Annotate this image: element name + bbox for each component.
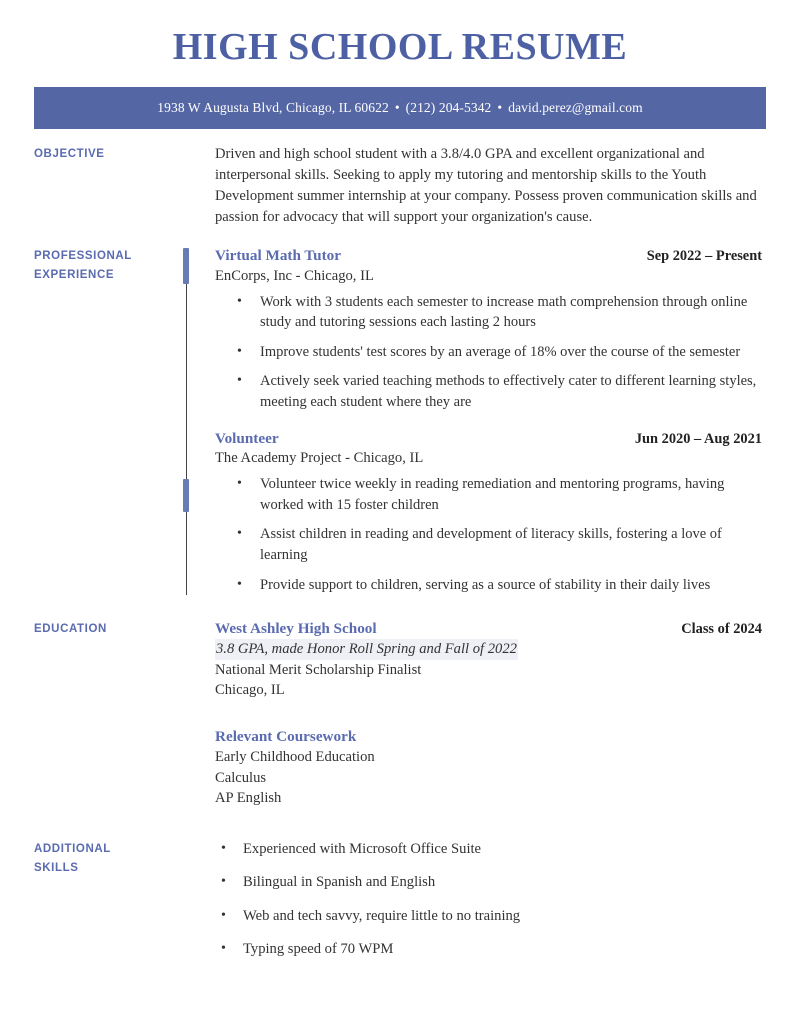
- education-group: [215, 619, 766, 701]
- bullet-dot-icon: •: [237, 343, 242, 359]
- section-label-skills-line2: SKILLS: [34, 862, 79, 874]
- education-group-title: Relevant Coursework: [215, 728, 357, 746]
- experience-bullet-list: [215, 474, 766, 595]
- bullet-dot-icon: •: [237, 526, 242, 542]
- education-line-row: [215, 680, 766, 701]
- contact-separator-1: •: [394, 100, 400, 115]
- section-label-objective: OBJECTIVE: [34, 148, 105, 160]
- experience-entry-head: [215, 429, 766, 449]
- education-highlight-line: 3.8 GPA, made Honor Roll Spring and Fall of 2022: [215, 639, 518, 660]
- skill-item-text: Web and tech savvy, require little to no training: [243, 907, 521, 924]
- section-label-skills-line1: ADDITIONAL: [34, 843, 111, 856]
- bullet-dot-icon: •: [221, 841, 226, 857]
- skills-section: [34, 839, 766, 973]
- skill-item: [215, 839, 766, 859]
- contact-email[interactable]: david.perez@gmail.com: [508, 100, 643, 115]
- bullet-dot-icon: •: [221, 874, 226, 890]
- experience-bullet-text: Work with 3 students each semester to increase math comprehension through online study and tutoring sessions each lasting 2 hours: [260, 293, 748, 331]
- section-label-experience-line2: EXPERIENCE: [34, 268, 115, 281]
- experience-entry-head: [215, 246, 766, 266]
- bullet-dot-icon: •: [237, 476, 242, 492]
- education-line-row: [215, 747, 766, 768]
- education-group: [215, 727, 766, 809]
- experience-bullet-item: [215, 371, 766, 412]
- education-line: Calculus: [215, 769, 267, 786]
- skills-body: [180, 839, 766, 973]
- skill-item: [215, 872, 766, 892]
- experience-bullet-item: [215, 292, 766, 333]
- experience-bullet-item: [215, 342, 766, 363]
- experience-section: [34, 246, 766, 595]
- education-group-title: West Ashley High School: [215, 620, 377, 638]
- contact-separator-2: •: [497, 100, 503, 115]
- experience-entry-title: Virtual Math Tutor: [215, 247, 342, 264]
- experience-entry-title: Volunteer: [215, 429, 279, 447]
- education-group-head: [215, 727, 766, 747]
- experience-bullet-text: Assist children in reading and development of literacy skills, fostering a love of learning: [260, 526, 722, 564]
- skill-item-text: Experienced with Microsoft Office Suite: [243, 841, 482, 858]
- education-group-head: [215, 619, 766, 639]
- experience-entries: [180, 246, 766, 595]
- section-label-education: EDUCATION: [34, 623, 107, 636]
- education-group-date: Class of 2024: [681, 621, 762, 638]
- contact-phone: (212) 204-5342: [405, 100, 492, 115]
- experience-bullet-item: [215, 575, 766, 596]
- page-title: HIGH SCHOOL RESUME: [172, 26, 628, 68]
- education-groups: [180, 619, 766, 809]
- experience-entry: [215, 429, 766, 596]
- section-label-experience-line1: PROFESSIONAL: [34, 250, 132, 262]
- bullet-dot-icon: •: [237, 576, 242, 592]
- education-line-row: [215, 768, 766, 789]
- education-line-row: [215, 788, 766, 809]
- education-line: Chicago, IL: [215, 682, 285, 699]
- objective-body: [180, 144, 766, 228]
- education-line: National Merit Scholarship Finalist: [215, 661, 422, 678]
- contact-line: [157, 100, 642, 116]
- education-line-row: [215, 660, 766, 681]
- bullet-dot-icon: •: [237, 293, 242, 309]
- section-label-experience: [34, 246, 180, 595]
- experience-bullet-text: Actively seek varied teaching methods to effectively cater to different learning styles, meeting each student where they are: [260, 373, 757, 411]
- experience-bullet-item: [215, 474, 766, 515]
- bullet-dot-icon: •: [237, 373, 242, 389]
- experience-entry-organization: The Academy Project - Chicago, IL: [215, 450, 424, 467]
- contact-address: 1938 W Augusta Blvd, Chicago, IL 60622: [157, 100, 389, 115]
- bullet-dot-icon: •: [221, 907, 226, 923]
- experience-entry-organization: EnCorps, Inc - Chicago, IL: [215, 267, 374, 284]
- education-line-row: [215, 639, 766, 660]
- experience-bullet-text: Improve students' test scores by an average of 18% over the course of the semester: [260, 343, 741, 360]
- bullet-dot-icon: •: [221, 941, 226, 957]
- education-section: [34, 619, 766, 809]
- skill-item-text: Bilingual in Spanish and English: [243, 874, 436, 891]
- experience-bullet-list: [215, 292, 766, 413]
- skill-item-text: Typing speed of 70 WPM: [243, 941, 394, 958]
- skill-item: [215, 906, 766, 926]
- experience-bullet-text: Provide support to children, serving as a source of stability in their daily lives: [260, 576, 711, 593]
- experience-bullet-text: Volunteer twice weekly in reading remediation and mentoring programs, having worked with 15 foster children: [260, 476, 725, 513]
- skill-item: [215, 939, 766, 959]
- objective-section: [34, 144, 766, 228]
- education-line: AP English: [215, 790, 282, 807]
- skills-list: [215, 839, 766, 960]
- experience-entry: [215, 246, 766, 413]
- experience-entry-date: Sep 2022 – Present: [646, 248, 762, 264]
- contact-band: [34, 87, 766, 129]
- experience-bullet-item: [215, 524, 766, 565]
- objective-text: Driven and high school student with a 3.8/4.0 GPA and excellent organizational and interpersonal skills. Seeking to apply my tutoring and mentorship skills to the Youth Development summer internship at your company. Possess proven communication skills and passion for advocacy that will support your organization's cause.: [215, 146, 757, 225]
- section-label-skills: [34, 839, 180, 973]
- experience-entry-date: Jun 2020 – Aug 2021: [634, 430, 762, 447]
- education-line: Early Childhood Education: [215, 748, 375, 765]
